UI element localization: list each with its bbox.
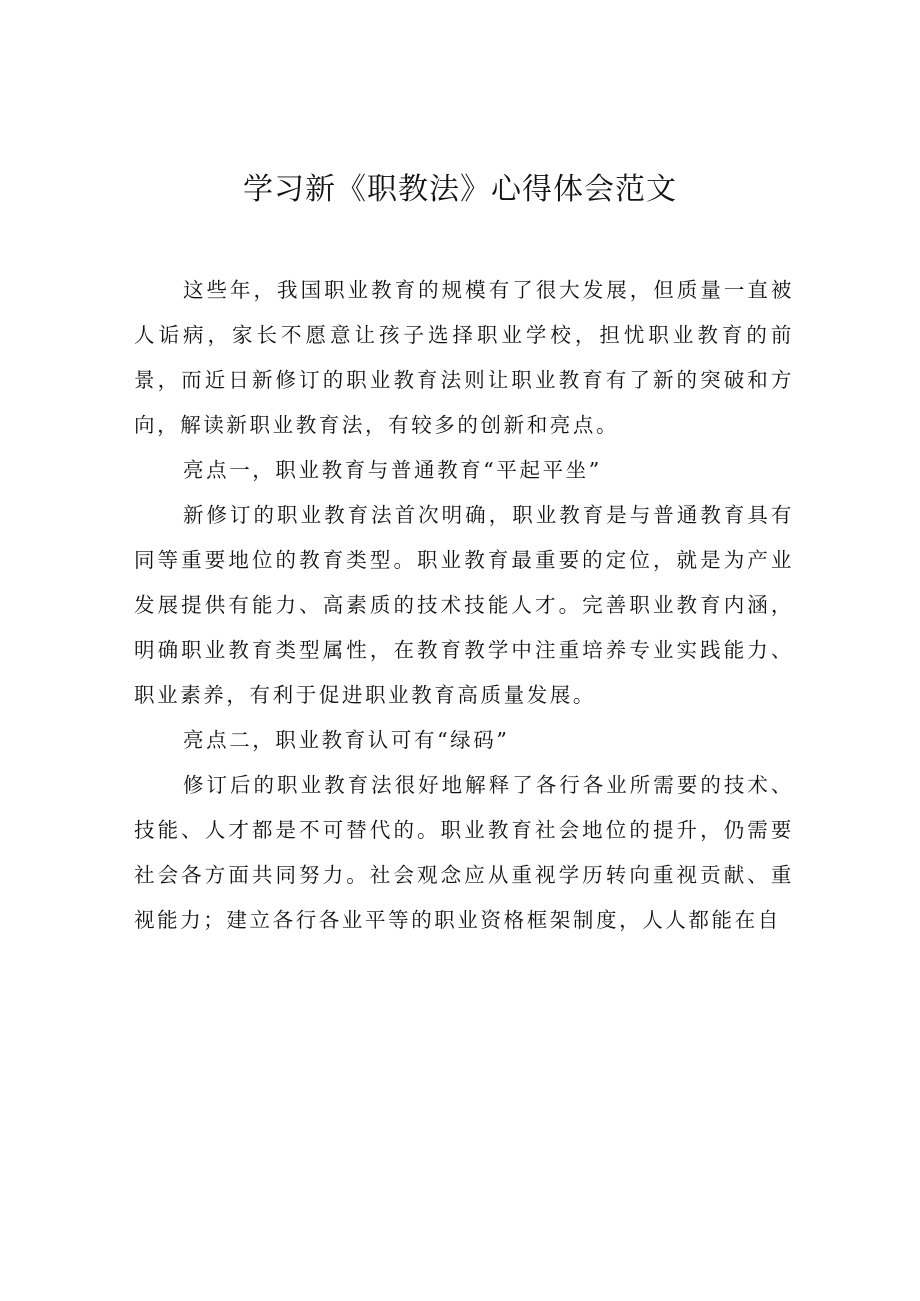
- document-body: [134, 268, 794, 943]
- document-title: 学习新《职教法》心得体会范文: [243, 172, 677, 207]
- paragraph-intro: 这些年，我国职业教育的规模有了很大发展，但质量一直被人诟病，家长不愿意让孩子选择职业学校，担忧职业教育的前景，而近日新修订的职业教育法则让职业教育有了新的突破和方向，解读新职业教育法，有较多的创新和亮点。: [134, 278, 794, 437]
- heading-highlight-one: 亮点一，职业教育与普通教育“平起平坐”: [183, 458, 602, 482]
- paragraph-highlight-two: 修订后的职业教育法很好地解释了各行各业所需要的技术、技能、人才都是不可替代的。职业教育社会地位的提升，仍需要社会各方面共同努力。社会观念应从重视学历转向重视贡献、重视能力；建立各行各业平等的职业资格框架制度，人人都能在自: [134, 773, 794, 932]
- paragraph-highlight-one: 新修订的职业教育法首次明确，职业教育是与普通教育具有同等重要地位的教育类型。职业教育最重要的定位，就是为产业发展提供有能力、高素质的技术技能人才。完善职业教育内涵，明确职业教育类型属性，在教育教学中注重培养专业实践能力、职业素养，有利于促进职业教育高质量发展。: [134, 503, 794, 707]
- heading-highlight-two: 亮点二，职业教育认可有“绿码”: [183, 728, 510, 752]
